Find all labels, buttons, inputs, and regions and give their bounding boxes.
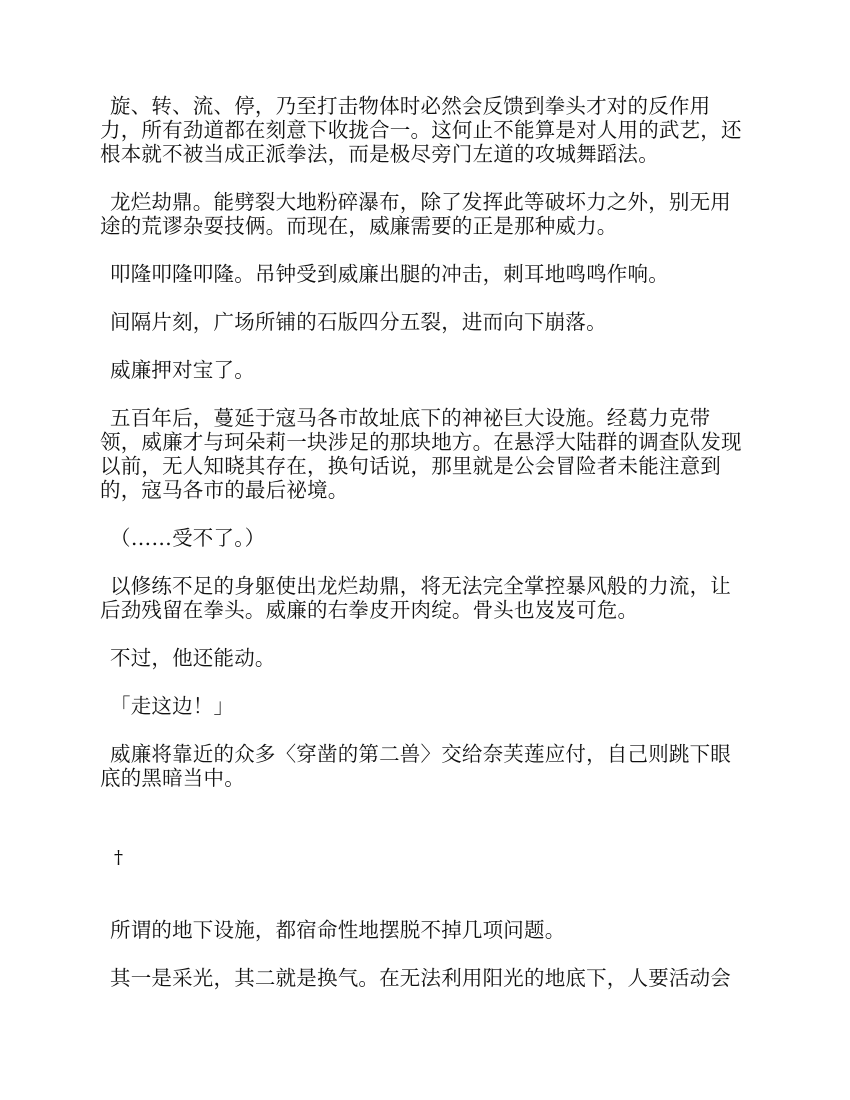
- paragraph: 以修练不足的身躯使出龙烂劫鼎，将无法完全掌控暴风般的力流，让后劲残留在拳头。威廉的右拳皮开肉绽。骨头也岌岌可危。: [100, 574, 731, 622]
- section-spacer: [100, 870, 750, 918]
- paragraph: 龙烂劫鼎。能劈裂大地粉碎瀑布，除了发挥此等破坏力之外，别无用途的荒谬杂耍技俩。而现在，威廉需要的正是那种威力。: [100, 190, 731, 238]
- paragraph: （……受不了。）: [110, 526, 266, 550]
- paragraph: 间隔片刻，广场所铺的石版四分五裂，进而向下崩落。: [110, 310, 607, 334]
- paragraph: 五百年后，蔓延于寇马各市故址底下的神祕巨大设施。经葛力克带领，威廉才与珂朵莉一块涉足的那块地方。在悬浮大陆群的调查队发现以前，无人知晓其存在，换句话说，那里就是公会冒险者未能注意到的，寇马各市的最后祕境。: [100, 406, 742, 502]
- paragraph: 「走这边！」: [110, 694, 235, 718]
- paragraph: 威廉押对宝了。: [110, 358, 255, 382]
- paragraph: 其一是采光，其二就是换气。在无法利用阳光的地底下，人要活动会: [110, 966, 731, 990]
- paragraph: 不过，他还能动。: [110, 646, 276, 670]
- section-break-dagger: †: [114, 847, 124, 868]
- body-text: [100, 94, 750, 1014]
- paragraph: 叩隆叩隆叩隆。吊钟受到威廉出腿的冲击，刺耳地鸣鸣作响。: [110, 262, 669, 286]
- section-spacer: [100, 814, 750, 846]
- paragraph: 所谓的地下设施，都宿命性地摆脱不掉几项问题。: [110, 918, 566, 942]
- paragraph: 威廉将靠近的众多〈穿凿的第二兽〉交给奈芙莲应付，自己则跳下眼底的黑暗当中。: [100, 742, 731, 790]
- paragraph: 旋、转、流、停，乃至打击物体时必然会反馈到拳头才对的反作用力，所有劲道都在刻意下收拢合一。这何止不能算是对人用的武艺，还根本就不被当成正派拳法，而是极尽旁门左道的攻城舞蹈法。: [100, 94, 742, 166]
